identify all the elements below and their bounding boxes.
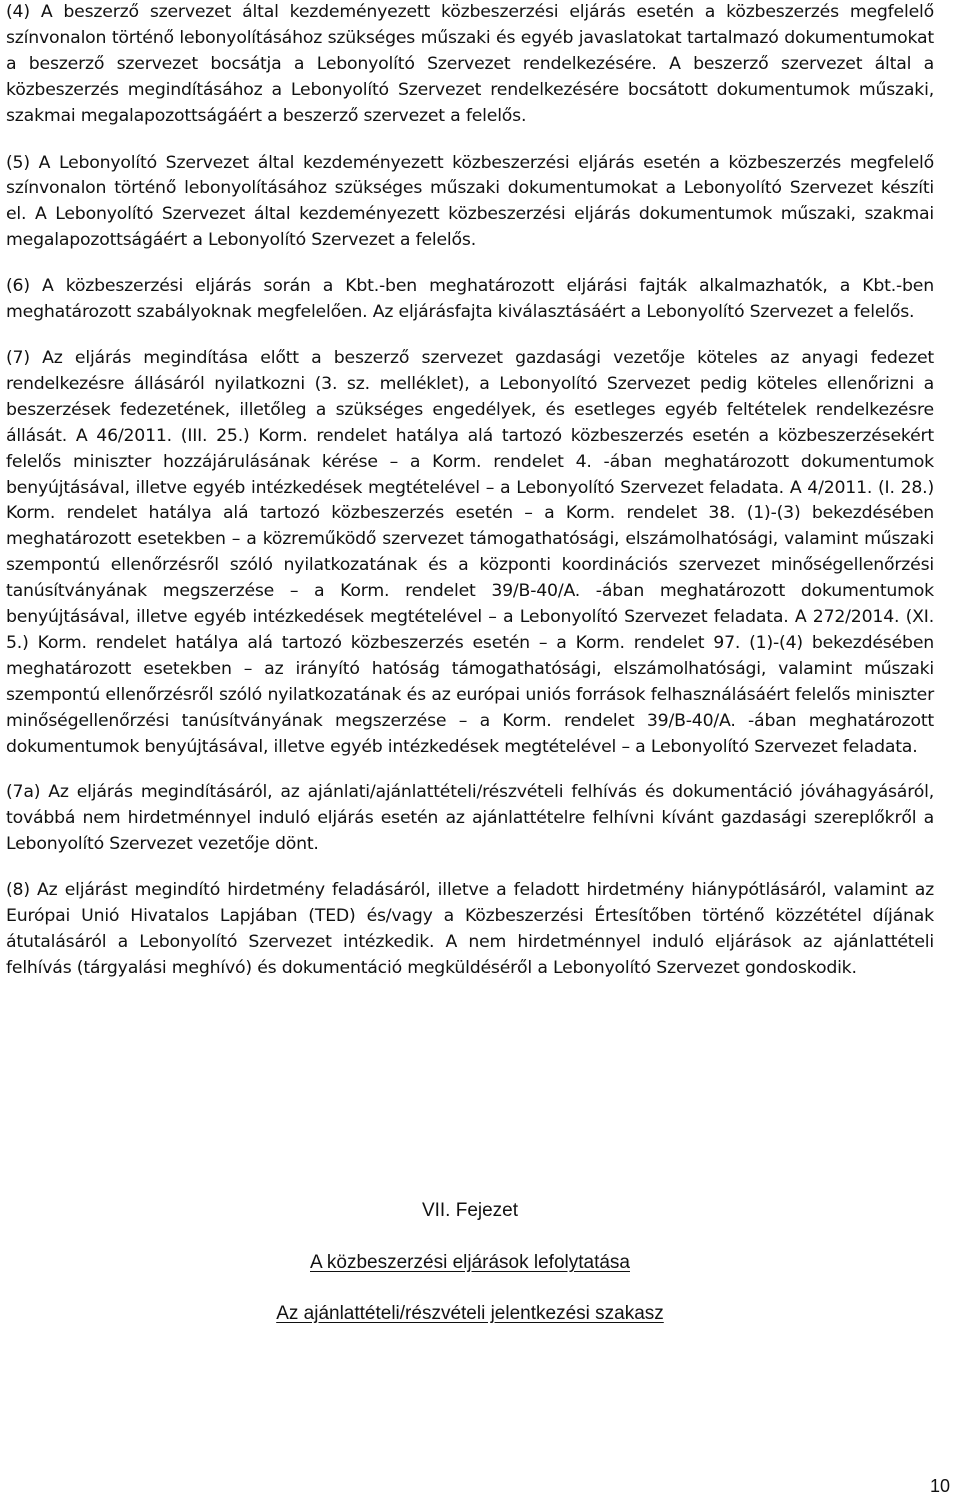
paragraph-4: (4) A beszerző szervezet által kezdeményezett közbeszerzési eljárás esetén a közbeszerzés megfelelő színvonalon történő lebonyolításához szükséges műszaki és egyéb javaslatokat tartalmazó dokumentumokat a beszerző szervezet bocsátja a Lebonyolító Szervezet rendelkezésére. A beszerző szervezet által a közbeszerzés megindításához a Lebonyolító Szervezet rendelkezésére bocsátott dokumentumok műszaki, szakmai megalapozottságáért a beszerző szervezet a felelős. xyxy=(6,2,934,126)
page-number: 10 xyxy=(929,1476,950,1496)
paragraph-5: (5) A Lebonyolító Szervezet által kezdeményezett közbeszerzési eljárás esetén a közbeszerzés megfelelő színvonalon történő lebonyolításához szükséges műszaki dokumentumokat a Lebonyolító Szervezet készíti el. A Lebonyolító Szervezet által kezdeményezett közbeszerzési eljárás dokumentumok műszaki, szakmai megalapozottságáért a Lebonyolító Szervezet a felelős. xyxy=(6,152,934,251)
chapter-heading: VII. Fejezet xyxy=(421,1200,519,1221)
paragraph-8: (8) Az eljárást megindító hirdetmény feladásáról, illetve a feladott hirdetmény hiánypótlásáról, valamint az Európai Unió Hivatalos Lapjában (TED) és/vagy a Közbeszerzési Értesítőben történő közzététel díjának átutalásáról a Lebonyolító Szervezet intézkedik. A nem hirdetménnyel induló eljárások az ajánlattételi felhívás (tárgyalási meghívó) és dokumentáció megküldéséről a Lebonyolító Szervezet gondoskodik. xyxy=(6,880,934,978)
document-body xyxy=(6,0,934,982)
section-subtitle: Az ajánlattételi/részvételi jelentkezési szakasz xyxy=(276,1303,664,1324)
paragraph-7: (7) Az eljárás megindítása előtt a beszerző szervezet gazdasági vezetője köteles az anyagi fedezet rendelkezésre állásáról nyilatkozni (3. sz. melléklet), a Lebonyolító Szervezet pedig köteles ellenőrizni a beszerzések fedezetének, illetőleg a szükséges engedélyek, és esetleges egyéb feltételek rendelkezésre állását. A 46/2011. (III. 25.) Korm. rendelet hatálya alá tartozó közbeszerzés esetén a közbeszerzésekért felelős miniszter hozzájárulásának kérése – a Korm. rendelet 4. -ában meghatározott dokumentumok benyújtásával, illetve egyéb intézkedések megtételével – a Lebonyolító Szervezet feladata. A 4/2011. (I. 28.) Korm. rendelet hatálya alá tartozó közbeszerzés esetén – a Korm. rendelet 38. (1)-(3) bekezdésében meghatározott esetekben – a közreműködő szervezet támogathatósági, elszámolhatósági, valamint műszaki szempontú ellenőrzésről szóló nyilatkozatának és a központi koordinációs szervezet minőségellenőrzési tanúsítványának megszerzése – a Korm. rendelet 39/B-40/A. -ában meghatározott dokumentumok benyújtásával, illetve egyéb intézkedések megtételével – a Lebonyolító Szervezet feladata. A 272/2014. (XI. 5.) Korm. rendelet hatálya alá tartozó közbeszerzés esetén – a Korm. rendelet 97. (1)-(4) bekezdésében meghatározott esetekben – az irányító hatóság támogathatósági, elszámolhatósági, valamint műszaki szempontú ellenőrzésről szóló nyilatkozatának és az európai uniós források felhasználásáért felelős miniszter minőségellenőrzési tanúsítványának megszerzése – a Korm. rendelet 39/B-40/A. -ában meghatározott dokumentumok benyújtásával, illetve egyéb intézkedések megtételével – a Lebonyolító Szervezet feladata. xyxy=(6,347,934,757)
chapter-title: A közbeszerzési eljárások lefolytatása xyxy=(310,1252,630,1273)
paragraph-6: (6) A közbeszerzési eljárás során a Kbt.-ben meghatározott eljárási fajták alkalmazhatók, a Kbt.-ben meghatározott szabályoknak megfelelően. Az eljárásfajta kiválasztásáért a Lebonyolító Szervezet a felelős. xyxy=(6,276,934,323)
paragraph-7a: (7a) Az eljárás megindításáról, az ajánlati/ajánlattételi/részvételi felhívás és dokumentáció jóváhagyásáról, továbbá nem hirdetménnyel induló eljárás esetén az ajánlattételre felhívni kívánt gazdasági szereplőkről a Lebonyolító Szervezet vezetője dönt. xyxy=(6,782,934,855)
